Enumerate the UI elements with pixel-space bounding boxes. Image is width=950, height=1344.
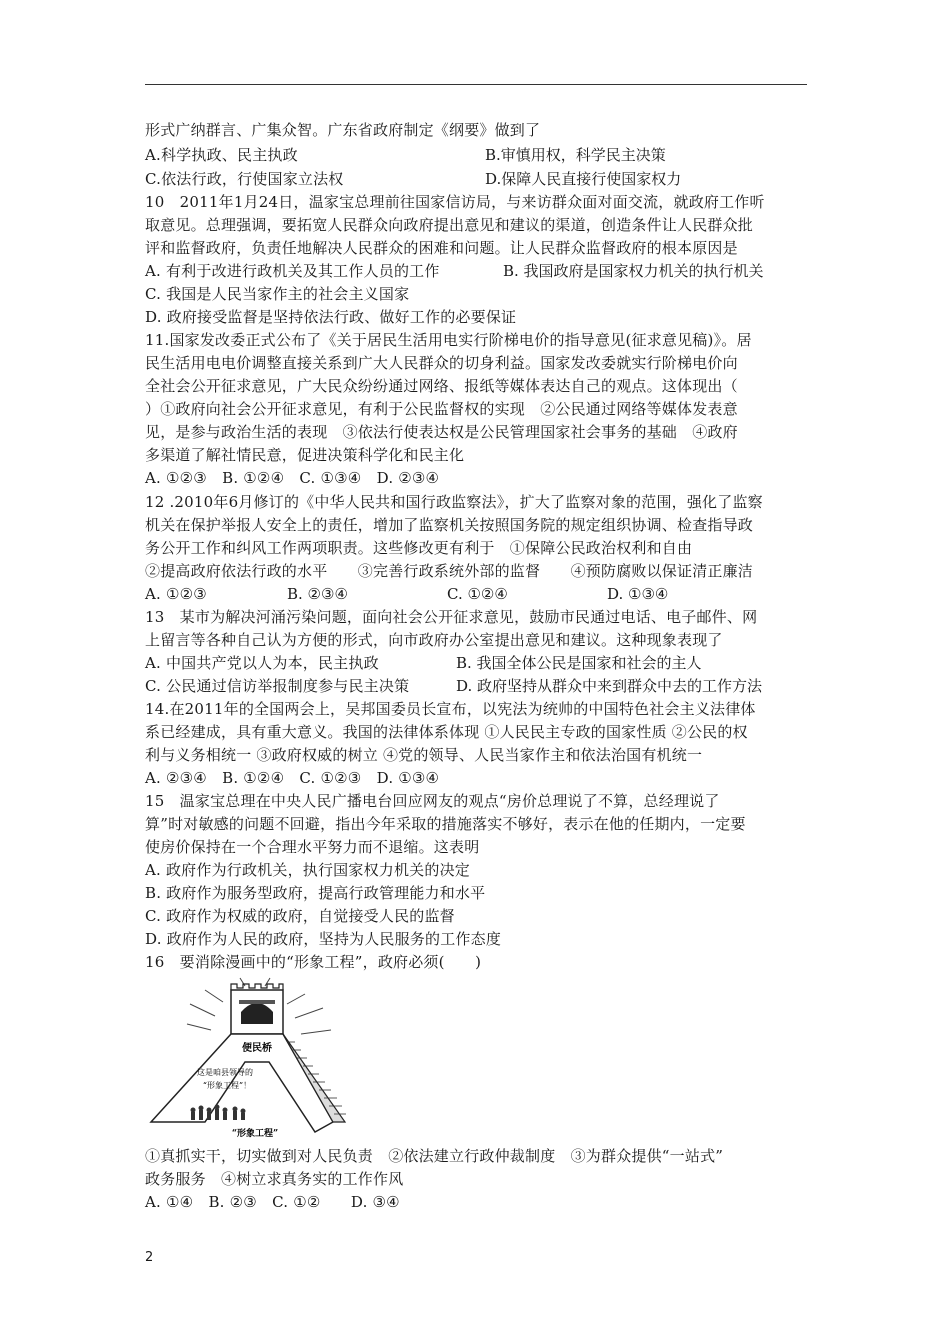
q12-option-c: C. ①②④ xyxy=(447,585,508,603)
q12-stem-2: 机关在保护举报人安全上的责任，增加了监察机关按照国务院的规定组织协调、检查指导政 xyxy=(145,516,754,534)
q15-option-a: A. 政府作为行政机关，执行国家权力机关的决定 xyxy=(145,861,470,879)
q10-option-c: C. 我国是人民当家作主的社会主义国家 xyxy=(145,285,410,303)
q13-option-a: A. 中国共产党以人为本，民主执政 xyxy=(145,654,379,672)
q16-statements-2: 政务服务 ④树立求真务实的工作作风 xyxy=(145,1170,404,1188)
q9-option-c: C.依法行政，行使国家立法权 xyxy=(145,170,344,188)
q12-option-d: D. ①③④ xyxy=(607,585,669,603)
q15-stem-1: 15 温家宝总理在中央人民广播电台回应网友的观点“房价总理说了不算，总经理说了 xyxy=(145,792,720,810)
q13-option-d: D. 政府坚持从群众中来到群众中去的工作方法 xyxy=(456,677,763,695)
q15-option-d: D. 政府作为人民的政府，坚持为人民服务的工作态度 xyxy=(145,930,502,948)
q14-stem-3: 利与义务相统一 ③政府权威的树立 ④党的领导、人民当家作主和依法治国有机统一 xyxy=(145,746,703,764)
q12-stem-4: ②提高政府依法行政的水平 ③完善行政系统外部的监督 ④预防腐败以保证清正廉洁 xyxy=(145,562,754,580)
q11-stem-5: 见，是参与政治生活的表现 ③依法行使表达权是公民管理国家社会事务的基础 ④政府 xyxy=(145,423,738,441)
q11-stem-1: 11.国家发改委正式公布了《关于居民生活用电实行阶梯电价的指导意见(征求意见稿)》。居 xyxy=(145,331,752,349)
speech-line-2: “形象工程”！ xyxy=(202,1081,252,1090)
q13-option-b: B. 我国全体公民是国家和社会的主人 xyxy=(456,654,702,672)
q16-statements-1: ①真抓实干，切实做到对人民负责 ②依法建立行政仲裁制度 ③为群众提供“一站式” xyxy=(145,1147,724,1165)
q9-option-a: A.科学执政、民主执政 xyxy=(145,146,298,164)
q15-stem-2: 算”时对敏感的问题不回避，指出今年采取的措施落实不够好，表示在他的任期内，一定要 xyxy=(145,815,746,833)
q13-stem-1: 13 某市为解决河涌污染问题，面向社会公开征求意见，鼓励市民通过电话、电子邮件、网 xyxy=(145,608,758,626)
q15-stem-3: 使房价保持在一个合理水平努力而不退缩。这表明 xyxy=(145,838,480,856)
q11-stem-3: 全社会公开征求意见，广大民众纷纷通过网络、报纸等媒体表达自己的观点。这体现出（ xyxy=(145,377,738,395)
q10-stem-1: 10 2011年1月24日，温家宝总理前往国家信访局，与来访群众面对面交流，就政府工作听 xyxy=(145,193,765,211)
cartoon-caption: “形象工程” xyxy=(231,1129,279,1139)
speech-line-1: 这是咱县领导的 xyxy=(197,1068,253,1077)
q14-stem-1: 14.在2011年的全国两会上，吴邦国委员长宣布，以宪法为统帅的中国特色社会主义法律体 xyxy=(145,700,756,718)
q12-stem-3: 务公开工作和纠风工作两项职责。这些修改更有利于 ①保障公民政治权利和自由 xyxy=(145,539,693,557)
q10-stem-3: 评和监督政府，负责任地解决人民群众的困难和问题。让人民群众监督政府的根本原因是 xyxy=(145,239,738,257)
q11-stem-4: ）①政府向社会公开征求意见，有利于公民监督权的实现 ②公民通过网络等媒体发表意 xyxy=(145,400,738,418)
q9-option-b: B.审慎用权，科学民主决策 xyxy=(485,146,666,164)
q12-option-b: B. ②③④ xyxy=(287,585,348,603)
q9-option-d: D.保障人民直接行使国家权力 xyxy=(485,170,682,188)
q15-option-b: B. 政府作为服务型政府，提高行政管理能力和水平 xyxy=(145,884,486,902)
q9-stem-tail: 形式广纳群言、广集众智。广东省政府制定《纲要》做到了 xyxy=(145,121,541,139)
q11-stem-2: 民生活用电电价调整直接关系到广大人民群众的切身利益。国家发改委就实行阶梯电价向 xyxy=(145,354,738,372)
q16-stem: 16 要消除漫画中的“形象工程”，政府必须( ) xyxy=(145,953,482,971)
gate-tower xyxy=(231,984,283,1034)
q10-option-b: B. 我国政府是国家权力机关的执行机关 xyxy=(503,262,764,280)
q10-stem-2: 取意见。总理强调，要拓宽人民群众向政府提出意见和建议的渠道，创造条件让人民群众批 xyxy=(145,216,754,234)
q12-option-a: A. ①②③ xyxy=(145,585,207,603)
q10-option-d: D. 政府接受监督是坚持依法行政、做好工作的必要保证 xyxy=(145,308,517,326)
q13-stem-2: 上留言等各种自己认为方便的形式，向市政府办公室提出意见和建议。这种现象表现了 xyxy=(145,631,723,649)
q13-option-c: C. 公民通过信访举报制度参与民主决策 xyxy=(145,677,410,695)
q15-option-c: C. 政府作为权威的政府，自觉接受人民的监督 xyxy=(145,907,455,925)
q10-option-a: A. 有利于改进行政机关及其工作人员的工作 xyxy=(145,262,440,280)
q14-options: A. ②③④ B. ①②④ C. ①②③ D. ①③④ xyxy=(145,769,440,787)
image-project-cartoon xyxy=(145,972,390,1142)
header-rule xyxy=(145,84,807,85)
q11-options: A. ①②③ B. ①②④ C. ①③④ D. ②③④ xyxy=(145,469,440,487)
q11-stem-6: 多渠道了解社情民意，促进决策科学化和民主化 xyxy=(145,446,465,464)
q14-stem-2: 系已经建成，具有重大意义。我国的法律体系体现 ①人民民主专政的国家性质 ②公民的权 xyxy=(145,723,748,741)
q12-stem-1: 12 .2010年6月修订的《中华人民共和国行政监察法》，扩大了监察对象的范围，强化了监察 xyxy=(145,493,763,511)
page-number: 2 xyxy=(145,1250,154,1265)
bridge-sign: 便民桥 xyxy=(242,1043,272,1054)
q16-options: A. ①④ B. ②③ C. ①② D. ③④ xyxy=(145,1193,400,1211)
